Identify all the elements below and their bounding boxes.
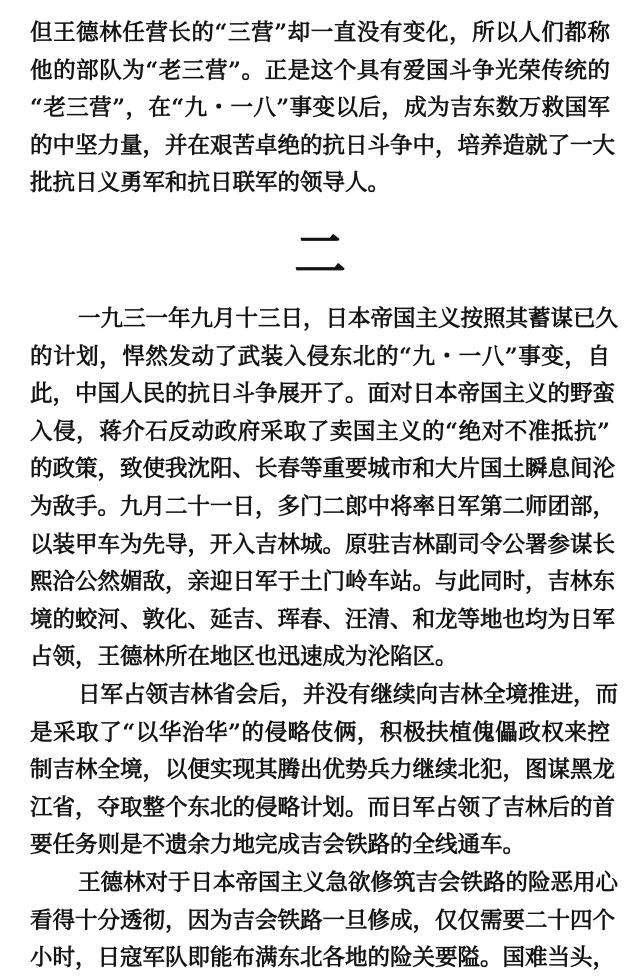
paragraph-2-line: 的计划，悍然发动了武装入侵东北的“九・一八”事变，自 xyxy=(30,343,610,370)
paragraph-2-line: 入侵，蒋介石反动政府采取了卖国主义的“绝对不准抵抗” xyxy=(30,418,610,445)
paragraph-4-line: 小时，日寇军队即能布满东北各地的险关要隘。国难当头， xyxy=(30,945,616,972)
paragraph-2-line: 占领，王德林所在地区也迅速成为沦陷区。 xyxy=(30,644,458,671)
section-heading: 二 xyxy=(293,225,346,286)
paragraph-1-line: 但王德林任营长的“三营”却一直没有变化，所以人们都称 xyxy=(30,20,610,46)
paragraph-1-line: “老三营”，在“九・一八”事变以后，成为吉东数万救国军 xyxy=(30,95,610,122)
paragraph-2-line: 一九三一年九月十三日，日本帝国主义按照其蓄谋已久 xyxy=(78,306,619,332)
paragraph-2-line: 此，中国人民的抗日斗争展开了。面对日本帝国主义的野蛮 xyxy=(30,381,616,408)
paragraph-2-line: 的政策，致使我沈阳、长春等重要城市和大片国土瞬息间沦 xyxy=(30,456,616,483)
paragraph-2-line: 熙洽公然媚敌，亲迎日军于土门岭车站。与此同时，吉林东 xyxy=(30,569,616,596)
paragraph-2-line: 为敌手。九月二十一日，多门二郎中将率日军第二师团部， xyxy=(30,494,616,520)
paragraph-3-line: 制吉林全境，以便实现其腾出优势兵力继续北犯，图谋黑龙 xyxy=(30,757,616,784)
paragraph-3-line: 日军占领吉林省会后，并没有继续向吉林全境推进，而 xyxy=(78,682,619,708)
paragraph-3-line: 是采取了“以华治华”的侵略伎俩，积极扶植傀儡政权来控 xyxy=(30,719,610,746)
paragraph-2-line: 境的蛟河、敦化、延吉、珲春、汪清、和龙等地也均为日军 xyxy=(30,606,616,633)
paragraph-4-line: 王德林对于日本帝国主义急欲修筑吉会铁路的险恶用心 xyxy=(78,870,619,896)
paragraph-1-line: 他的部队为“老三营”。正是这个具有爱国斗争光荣传统的 xyxy=(30,57,610,84)
paragraph-3-line: 要任务则是不遗余力地完成吉会铁路的全线通车。 xyxy=(30,832,526,859)
paragraph-4-line: 看得十分透彻，因为吉会铁路一旦修成，仅仅需要二十四个 xyxy=(30,907,616,934)
paragraph-3-line: 江省，夺取整个东北的侵略计划。而日军占领了吉林后的首 xyxy=(30,794,616,821)
paragraph-2-line: 以装甲车为先导，开入吉林城。原驻吉林副司令公署参谋长 xyxy=(30,531,616,558)
paragraph-1-line: 批抗日义勇军和抗日联军的领导人。 xyxy=(30,170,391,197)
paragraph-1-line: 的中坚力量，并在艰苦卓绝的抗日斗争中，培养造就了一大 xyxy=(30,132,616,159)
